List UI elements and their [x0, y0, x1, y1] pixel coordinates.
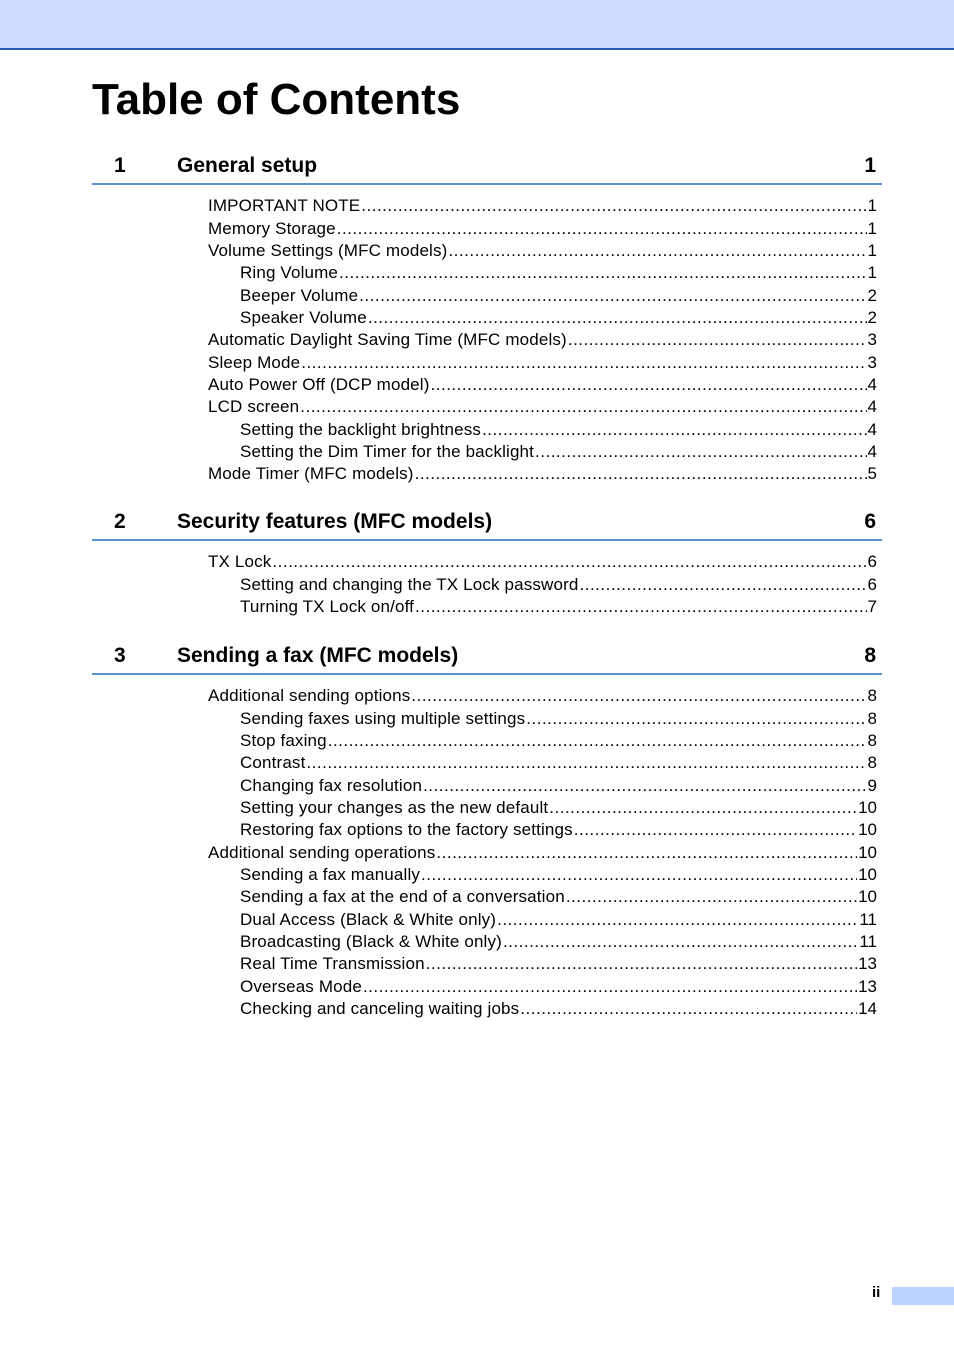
toc-entry-label: Setting your changes as the new default	[240, 797, 549, 817]
toc-entry-label: TX Lock	[208, 552, 272, 572]
chapter-heading[interactable]	[92, 505, 882, 541]
toc-entry-page: 1	[867, 240, 877, 260]
chapter-number: 2	[114, 510, 126, 533]
toc-entry-label: Real Time Transmission	[240, 954, 425, 974]
toc-entry[interactable]	[92, 551, 882, 573]
toc-entry-list	[92, 685, 882, 1020]
toc-entry-label: Contrast	[240, 753, 306, 773]
toc-entry-page: 2	[867, 285, 877, 305]
toc-entry-label: Checking and canceling waiting jobs	[240, 998, 520, 1018]
toc-entry-label: Restoring fax options to the factory settings	[240, 820, 573, 840]
toc-entry-page: 8	[867, 708, 877, 728]
dot-leader	[423, 775, 866, 797]
dot-leader	[300, 396, 866, 418]
dot-leader	[361, 195, 866, 217]
toc-entry-page: 13	[858, 954, 877, 974]
page-number: ii	[872, 1284, 881, 1301]
toc-entry-page: 3	[867, 330, 877, 350]
dot-leader	[337, 218, 867, 240]
toc-entry-label: Automatic Daylight Saving Time (MFC models)	[208, 330, 567, 350]
toc-entry-page: 4	[867, 397, 877, 417]
toc-entry-label: Sleep Mode	[208, 352, 301, 372]
toc-entry[interactable]	[92, 441, 882, 463]
toc-entry-page: 4	[867, 374, 877, 394]
toc-entry-list	[92, 551, 882, 618]
dot-leader	[568, 329, 867, 351]
dot-leader	[426, 953, 857, 975]
toc-entry[interactable]	[92, 573, 882, 595]
dot-leader	[520, 998, 857, 1020]
toc-entry-page: 1	[867, 196, 877, 216]
toc-entry[interactable]	[92, 240, 882, 262]
toc-entry[interactable]	[92, 707, 882, 729]
toc-entry[interactable]	[92, 396, 882, 418]
chapter-heading[interactable]	[92, 149, 882, 185]
chapter-page: 1	[864, 154, 876, 177]
toc-entry-label: LCD screen	[208, 397, 300, 417]
toc-entry[interactable]	[92, 774, 882, 796]
toc-entry[interactable]	[92, 908, 882, 930]
toc-entry[interactable]	[92, 195, 882, 217]
toc-entry-page: 7	[867, 596, 877, 616]
toc-entry-label: Overseas Mode	[240, 976, 362, 996]
toc-entry-page: 14	[858, 998, 877, 1018]
dot-leader	[549, 797, 857, 819]
dot-leader	[328, 730, 867, 752]
dot-leader	[535, 441, 867, 463]
dot-leader	[363, 976, 857, 998]
footer-tab	[892, 1287, 954, 1305]
chapter-number: 1	[114, 154, 126, 177]
dot-leader	[415, 463, 867, 485]
toc-entry-label: Mode Timer (MFC models)	[208, 464, 414, 484]
toc-entry-page: 10	[858, 887, 877, 907]
toc-entry-label: Changing fax resolution	[240, 775, 423, 795]
toc-entry-page: 3	[867, 352, 877, 372]
toc-entry[interactable]	[92, 998, 882, 1020]
toc-entry-label: Turning TX Lock on/off	[240, 596, 415, 616]
toc-entry-label: Dual Access (Black & White only)	[240, 909, 497, 929]
toc-entry-page: 10	[858, 864, 877, 884]
dot-leader	[503, 931, 858, 953]
toc-entry-label: Setting the backlight brightness	[240, 419, 482, 439]
toc-entry[interactable]	[92, 864, 882, 886]
toc-entry[interactable]	[92, 730, 882, 752]
toc-entry-page: 4	[867, 441, 877, 461]
toc-entry-page: 8	[867, 753, 877, 773]
header-band	[0, 0, 954, 50]
toc-chapter-2	[92, 505, 882, 616]
toc-entry-page: 13	[858, 976, 877, 996]
toc-entry[interactable]	[92, 418, 882, 440]
toc-entry[interactable]	[92, 596, 882, 618]
toc-entry[interactable]	[92, 351, 882, 373]
toc-entry-page: 10	[858, 842, 877, 862]
toc-entry-page: 8	[867, 730, 877, 750]
toc-entry[interactable]	[92, 262, 882, 284]
dot-leader	[580, 574, 867, 596]
toc-entry[interactable]	[92, 685, 882, 707]
toc-entry-label: Additional sending operations	[208, 842, 436, 862]
toc-entry[interactable]	[92, 886, 882, 908]
dot-leader	[482, 419, 866, 441]
toc-entry-page: 11	[859, 909, 877, 929]
dot-leader	[411, 685, 866, 707]
chapter-page: 6	[864, 510, 876, 533]
toc-entry[interactable]	[92, 329, 882, 351]
toc-entry-page: 10	[858, 820, 877, 840]
dot-leader	[436, 842, 857, 864]
toc-entry-label: Additional sending options	[208, 686, 411, 706]
toc-entry-label: Broadcasting (Black & White only)	[240, 931, 502, 951]
dot-leader	[306, 752, 866, 774]
chapter-title: Sending a fax (MFC models)	[177, 644, 459, 667]
dot-leader	[272, 551, 866, 573]
toc-entry-page: 1	[867, 263, 877, 283]
toc-entry[interactable]	[92, 307, 882, 329]
toc-entry-label: Memory Storage	[208, 218, 336, 238]
dot-leader	[526, 708, 866, 730]
toc-entry-label: Setting and changing the TX Lock password	[240, 574, 579, 594]
chapter-title: General setup	[177, 154, 318, 177]
chapter-heading[interactable]	[92, 639, 882, 675]
toc-chapter-1	[92, 149, 882, 484]
dot-leader	[497, 909, 858, 931]
toc-entry-page: 2	[867, 307, 877, 327]
toc-entry-page: 9	[867, 775, 877, 795]
toc-entry[interactable]	[92, 284, 882, 306]
toc-entry[interactable]	[92, 752, 882, 774]
toc-entry-label: Stop faxing	[240, 730, 327, 750]
toc-entry[interactable]	[92, 797, 882, 819]
toc-entry-page: 6	[867, 552, 877, 572]
dot-leader	[421, 864, 857, 886]
toc-entry-label: IMPORTANT NOTE	[208, 196, 361, 216]
dot-leader	[301, 352, 866, 374]
toc-entry-page: 6	[867, 574, 877, 594]
toc-entry-list	[92, 195, 882, 485]
toc-entry-page: 11	[859, 931, 877, 951]
toc-entry-page: 4	[867, 419, 877, 439]
toc-entry-label: Beeper Volume	[240, 285, 359, 305]
toc-entry[interactable]	[92, 953, 882, 975]
toc-entry[interactable]	[92, 463, 882, 485]
toc-entry-page: 1	[867, 218, 877, 238]
dot-leader	[359, 285, 866, 307]
toc-entry-page: 8	[867, 686, 877, 706]
dot-leader	[368, 307, 867, 329]
toc-entry-label: Sending a fax at the end of a conversation	[240, 887, 565, 907]
toc-entry-label: Sending faxes using multiple settings	[240, 708, 526, 728]
toc-entry-label: Ring Volume	[240, 263, 339, 283]
toc-chapter-3	[92, 639, 882, 1018]
toc-entry-label: Setting the Dim Timer for the backlight	[240, 441, 535, 461]
chapter-title: Security features (MFC models)	[177, 510, 493, 533]
toc-entry[interactable]	[92, 819, 882, 841]
chapter-number: 3	[114, 644, 126, 667]
dot-leader	[339, 262, 866, 284]
toc-entry-page: 5	[867, 464, 877, 484]
page-title: Table of Contents	[92, 75, 461, 124]
dot-leader	[574, 819, 857, 841]
dot-leader	[431, 374, 867, 396]
chapter-page: 8	[864, 644, 876, 667]
toc-entry[interactable]	[92, 217, 882, 239]
toc-entry-label: Volume Settings (MFC models)	[208, 240, 448, 260]
toc-entry-label: Sending a fax manually	[240, 864, 421, 884]
dot-leader	[566, 886, 857, 908]
toc-entry-page: 10	[858, 797, 877, 817]
toc-entry-label: Auto Power Off (DCP model)	[208, 374, 430, 394]
toc-entry[interactable]	[92, 975, 882, 997]
toc-entry[interactable]	[92, 374, 882, 396]
toc-entry[interactable]	[92, 931, 882, 953]
dot-leader	[415, 596, 867, 618]
toc-entry[interactable]	[92, 841, 882, 863]
toc-entry-label: Speaker Volume	[240, 307, 367, 327]
dot-leader	[448, 240, 866, 262]
